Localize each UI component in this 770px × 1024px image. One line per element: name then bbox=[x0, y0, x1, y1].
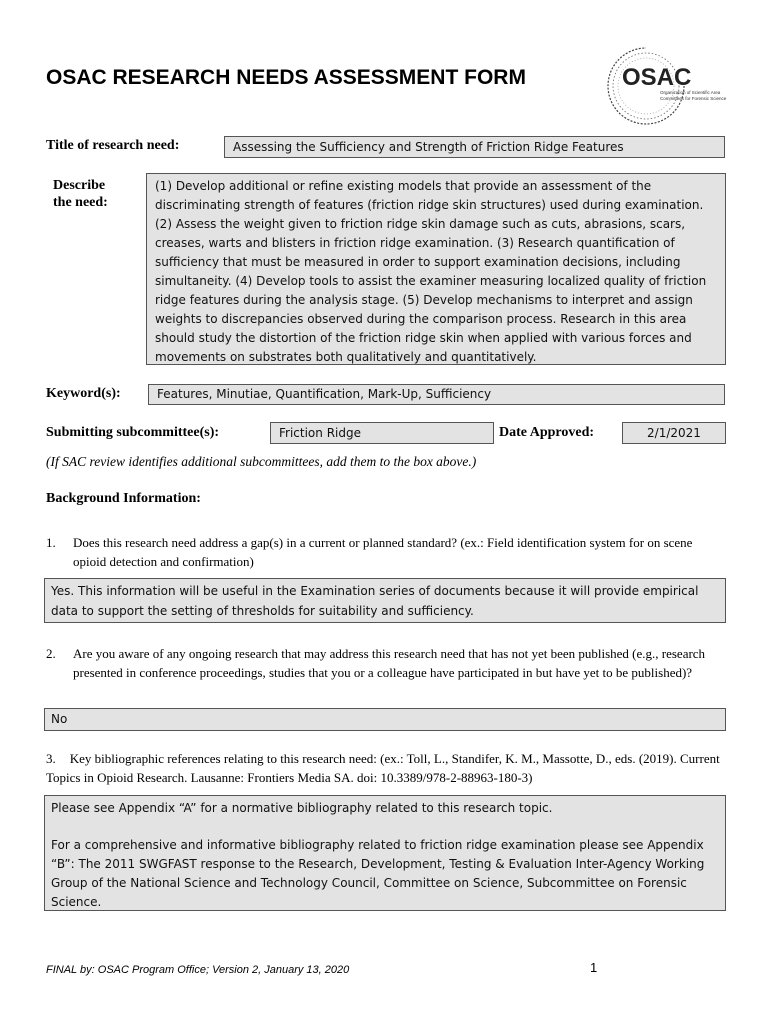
title-field[interactable] bbox=[224, 136, 725, 158]
subcommittee-field[interactable] bbox=[270, 422, 494, 444]
date-approved-label: Date Approved: bbox=[499, 425, 595, 440]
form-title: OSAC RESEARCH NEEDS ASSESSMENT FORM bbox=[46, 66, 526, 89]
subcommittee-value: Friction Ridge bbox=[279, 426, 361, 440]
subcommittee-label: Submitting subcommittee(s): bbox=[46, 425, 220, 440]
describe-label-1: Describe bbox=[53, 178, 106, 193]
q2-number: 2. bbox=[46, 646, 56, 661]
keywords-field[interactable] bbox=[148, 384, 725, 405]
q2-answer: No bbox=[51, 712, 68, 726]
q3-answer-field[interactable] bbox=[44, 795, 726, 911]
q2-text: Are you aware of any ongoing research that may address this research need that has not yet been published (e.g., research presented in conference proceedings, studies that you or a colleague have participated in but have yet to be published)? bbox=[73, 646, 706, 680]
q1-number: 1. bbox=[46, 535, 56, 550]
logo-subtitle-1: Organization of Scientific Area bbox=[660, 90, 721, 95]
q3-text-block bbox=[46, 749, 726, 787]
q3-answer-p2: For a comprehensive and informative bibliography related to friction ridge examination please see Appendix “B”: The 2011 SWGFAST response to the Research, Development, Testing & Evaluation Inter-Agency Working Group of the National Science and Technology Council, Committee on Science, Subcommittee on Forensic Science. bbox=[51, 838, 705, 909]
logo-subtitle-2: Committees for Forensic Science bbox=[660, 96, 727, 101]
q3-number: 3. bbox=[46, 751, 56, 766]
q3-text: Key bibliographic references relating to this research need: (ex.: Toll, L., Standifer, K. M., Massotte, D., eds. (2019). Current Topics in Opioid Research. Lausanne: Frontiers Media SA. doi: 10.3389/978-2-88963-180-3) bbox=[46, 751, 720, 785]
title-value: Assessing the Sufficiency and Strength of Friction Ridge Features bbox=[233, 140, 624, 154]
sac-review-note: (If SAC review identifies additional subcommittees, add them to the box above.) bbox=[46, 454, 477, 469]
keywords-value: Features, Minutiae, Quantification, Mark-Up, Sufficiency bbox=[157, 387, 492, 401]
describe-field[interactable] bbox=[146, 173, 726, 365]
q1-answer: Yes. This information will be useful in the Examination series of documents because it will provide empirical data to support the setting of thresholds for suitability and sufficiency. bbox=[51, 584, 699, 618]
osac-logo bbox=[606, 46, 732, 128]
q3-answer-p1: Please see Appendix “A” for a normative bibliography related to this research topic. bbox=[51, 801, 553, 815]
describe-value: (1) Develop additional or refine existing models that provide an assessment of the discriminating strength of features (friction ridge skin structures) used during examination. (2) Assess the weight given to friction ridge skin damage such as cuts, abrasions, scars, creases, warts and blisters in friction ridge examination. (3) Research quantification of sufficiency that must be measured in order to support examination decisions, including simultaneity. (4) Develop tools to assist the examiner measuring localized quality of friction ridge features during the analysis stage. (5) Develop mechanisms to interpret and assign weights to discrepancies observed during the comparison process. Research in this area should study the distortion of the friction ridge skin when applied with various forces and movements on substrates both qualitatively and quantitatively. bbox=[155, 179, 707, 364]
keywords-label: Keyword(s): bbox=[46, 386, 121, 401]
page-number: 1 bbox=[590, 960, 598, 975]
logo-text: OSAC bbox=[622, 64, 692, 91]
title-label: Title of research need: bbox=[46, 138, 180, 153]
date-approved-value: 2/1/2021 bbox=[647, 426, 701, 440]
q1-text: Does this research need address a gap(s) in a current or planned standard? (ex.: Field identification system for on scene opioid detection and confirmation) bbox=[73, 535, 693, 569]
q2-answer-field[interactable] bbox=[44, 708, 726, 731]
footer-version: FINAL by: OSAC Program Office; Version 2, January 13, 2020 bbox=[46, 964, 350, 976]
q1-answer-field[interactable] bbox=[44, 578, 726, 623]
describe-label-2: the need: bbox=[53, 195, 108, 210]
background-heading: Background Information: bbox=[46, 491, 201, 506]
date-approved-field[interactable] bbox=[622, 422, 726, 444]
